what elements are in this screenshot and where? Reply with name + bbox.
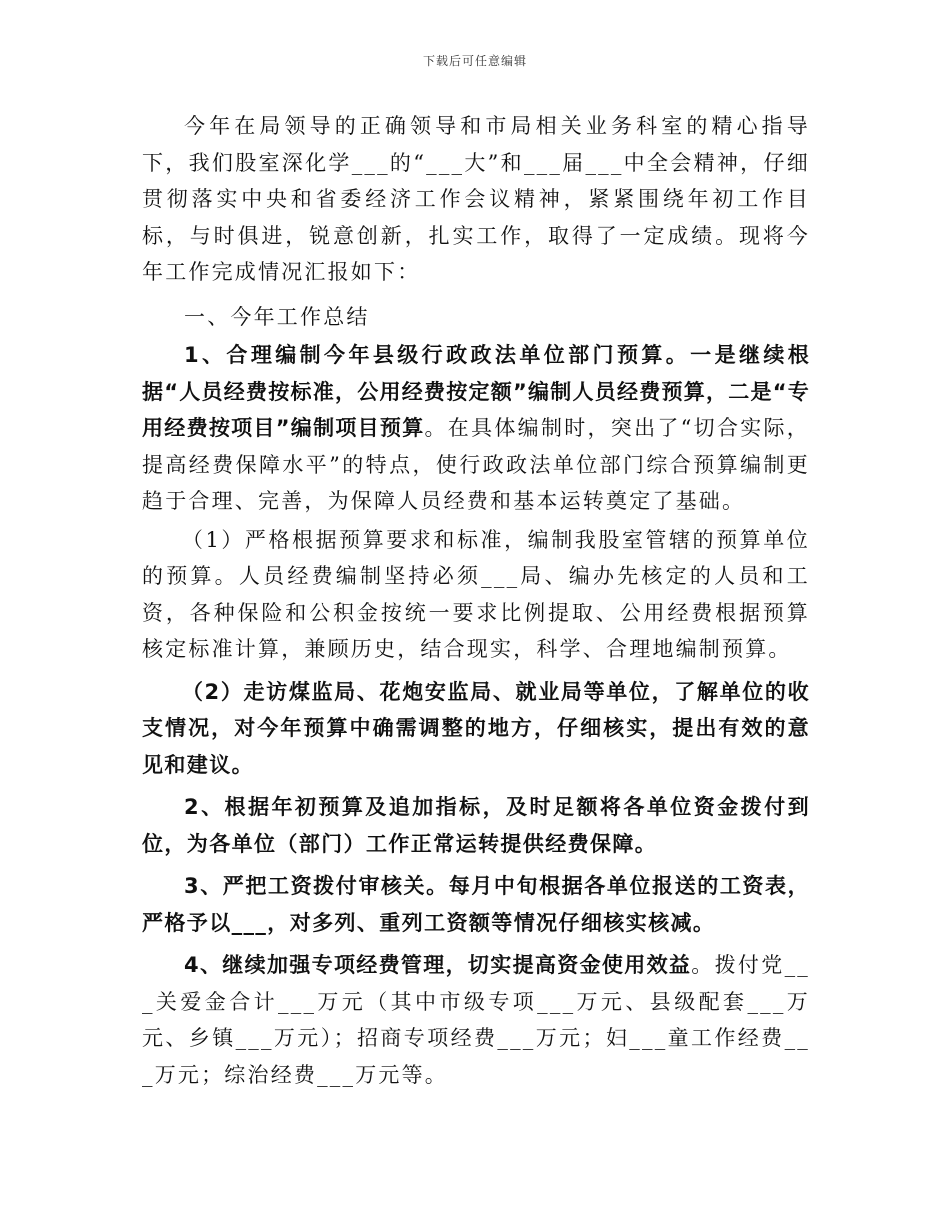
document-body: [142, 108, 810, 1093]
item-4-paragraph: [142, 947, 810, 1093]
sub-item-2-paragraph: （2）走访煤监局、花炮安监局、就业局等单位，了解单位的收支情况，对今年预算中确需调整的地方，仔细核实，提出有效的意见和建议。: [142, 679, 810, 777]
sub-item-1-paragraph: （1）严格根据预算要求和标准，编制我股室管辖的预算单位的预算。人员经费编制坚持必须___局、编办先核定的人员和工资，各种保险和公积金按统一要求比例提取、公用经费根据预算核定标准计算，兼顾历史，结合现实，科学、合理地编制预算。: [142, 527, 810, 661]
item-4-text: 。拨付党___关爱金合计___万元（其中市级专项___万元、县级配套___万元、乡镇___万元）；招商专项经费___万元；妇___童工作经费___万元；综治经费___万元等。: [142, 953, 810, 1087]
item-3-paragraph: 3、严把工资拨付审核关。每月中旬根据各单位报送的工资表，严格予以___，对多列、重列工资额等情况仔细核实核减。: [142, 874, 810, 935]
item-4-bold-text: 4、继续加强专项经费管理，切实提高资金使用效益: [184, 953, 692, 977]
item-1-text: 。在具体编制时，突出了“切合实际，提高经费保障水平”的特点，使行政政法单位部门综合预算编制更趋于合理、完善，为保障人员经费和基本运转奠定了基础。: [142, 416, 811, 513]
page-header: 下载后可任意编辑: [422, 54, 527, 68]
intro-paragraph: 今年在局领导的正确领导和市局相关业务科室的精心指导下，我们股室深化学___的“___大”和___届___中全会精神，仔细贯彻落实中央和省委经济工作会议精神，紧紧围绕年初工作目标，与时俱进，锐意创新，扎实工作，取得了一定成绩。现将今年工作完成情况汇报如下：: [142, 114, 810, 284]
item-2-paragraph: 2、根据年初预算及追加指标，及时足额将各单位资金拨付到位，为各单位（部门）工作正常运转提供经费保障。: [142, 795, 810, 856]
section-heading: 一、今年工作总结: [184, 304, 370, 329]
item-1-bold-text: 1、合理编制今年县级行政政法单位部门预算。一是继续根据“人员经费按标准，公用经费按定额”编制人员经费预算，二是“专用经费按项目”编制项目预算: [142, 343, 810, 440]
item-1-paragraph: [142, 337, 810, 520]
